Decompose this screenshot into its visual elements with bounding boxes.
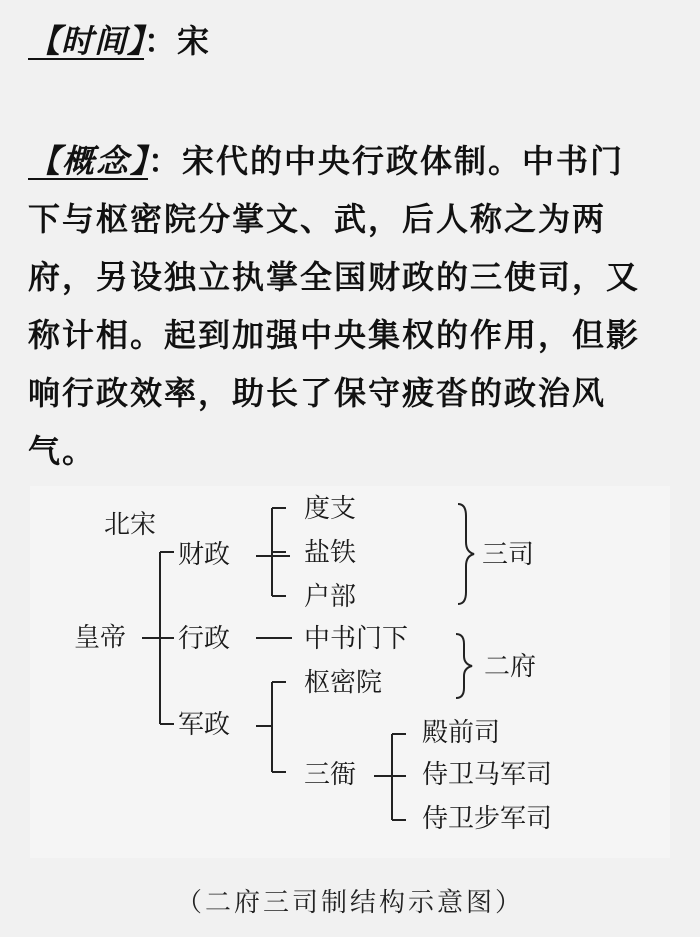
period-label: 北宋 xyxy=(104,510,157,540)
structure-diagram xyxy=(30,486,670,858)
emperor-node: 皇帝 xyxy=(74,623,127,653)
concept-paragraph xyxy=(28,132,678,480)
concept-text-first: 宋代的中央行政体制。中书门 xyxy=(182,142,625,180)
concept-line-3: 府，另设独立执掌全国财政的三使司，又 xyxy=(28,258,641,296)
diagram-caption: （二府三司制结构示意图） xyxy=(175,888,524,918)
concept-line-4: 称计相。起到加强中央集权的作用，但影 xyxy=(28,316,641,354)
shiwei-bu-node: 侍卫步军司 xyxy=(422,804,553,834)
concept-line-1 xyxy=(28,132,678,190)
sanya-node: 三衙 xyxy=(304,760,357,790)
shumi-node: 枢密院 xyxy=(304,668,383,698)
time-value: 宋 xyxy=(177,22,211,60)
time-line xyxy=(28,16,210,62)
concept-label: 【概念】 xyxy=(28,142,149,180)
shiwei-ma-node: 侍卫马军司 xyxy=(422,760,553,790)
concept-line-5: 响行政效率，助长了保守疲沓的政治风 xyxy=(28,374,607,412)
military-node: 军政 xyxy=(178,710,231,740)
admin-node: 行政 xyxy=(178,624,231,654)
hubu-node: 户部 xyxy=(304,582,357,612)
yantie-node: 盐铁 xyxy=(304,538,357,568)
sansi-group-label: 三司 xyxy=(482,540,535,570)
concept-line-6: 气。 xyxy=(28,432,97,470)
concept-separator: ： xyxy=(148,142,183,180)
finance-node: 财政 xyxy=(178,540,231,570)
zhongshu-node: 中书门下 xyxy=(304,624,409,654)
duzhi-node: 度支 xyxy=(304,494,357,524)
dianqian-node: 殿前司 xyxy=(422,718,501,748)
time-label: 【时间】 xyxy=(28,22,145,60)
time-separator: ： xyxy=(144,22,178,60)
erfu-group-label: 二府 xyxy=(484,652,537,682)
concept-line-2: 下与枢密院分掌文、武，后人称之为两 xyxy=(28,200,607,238)
